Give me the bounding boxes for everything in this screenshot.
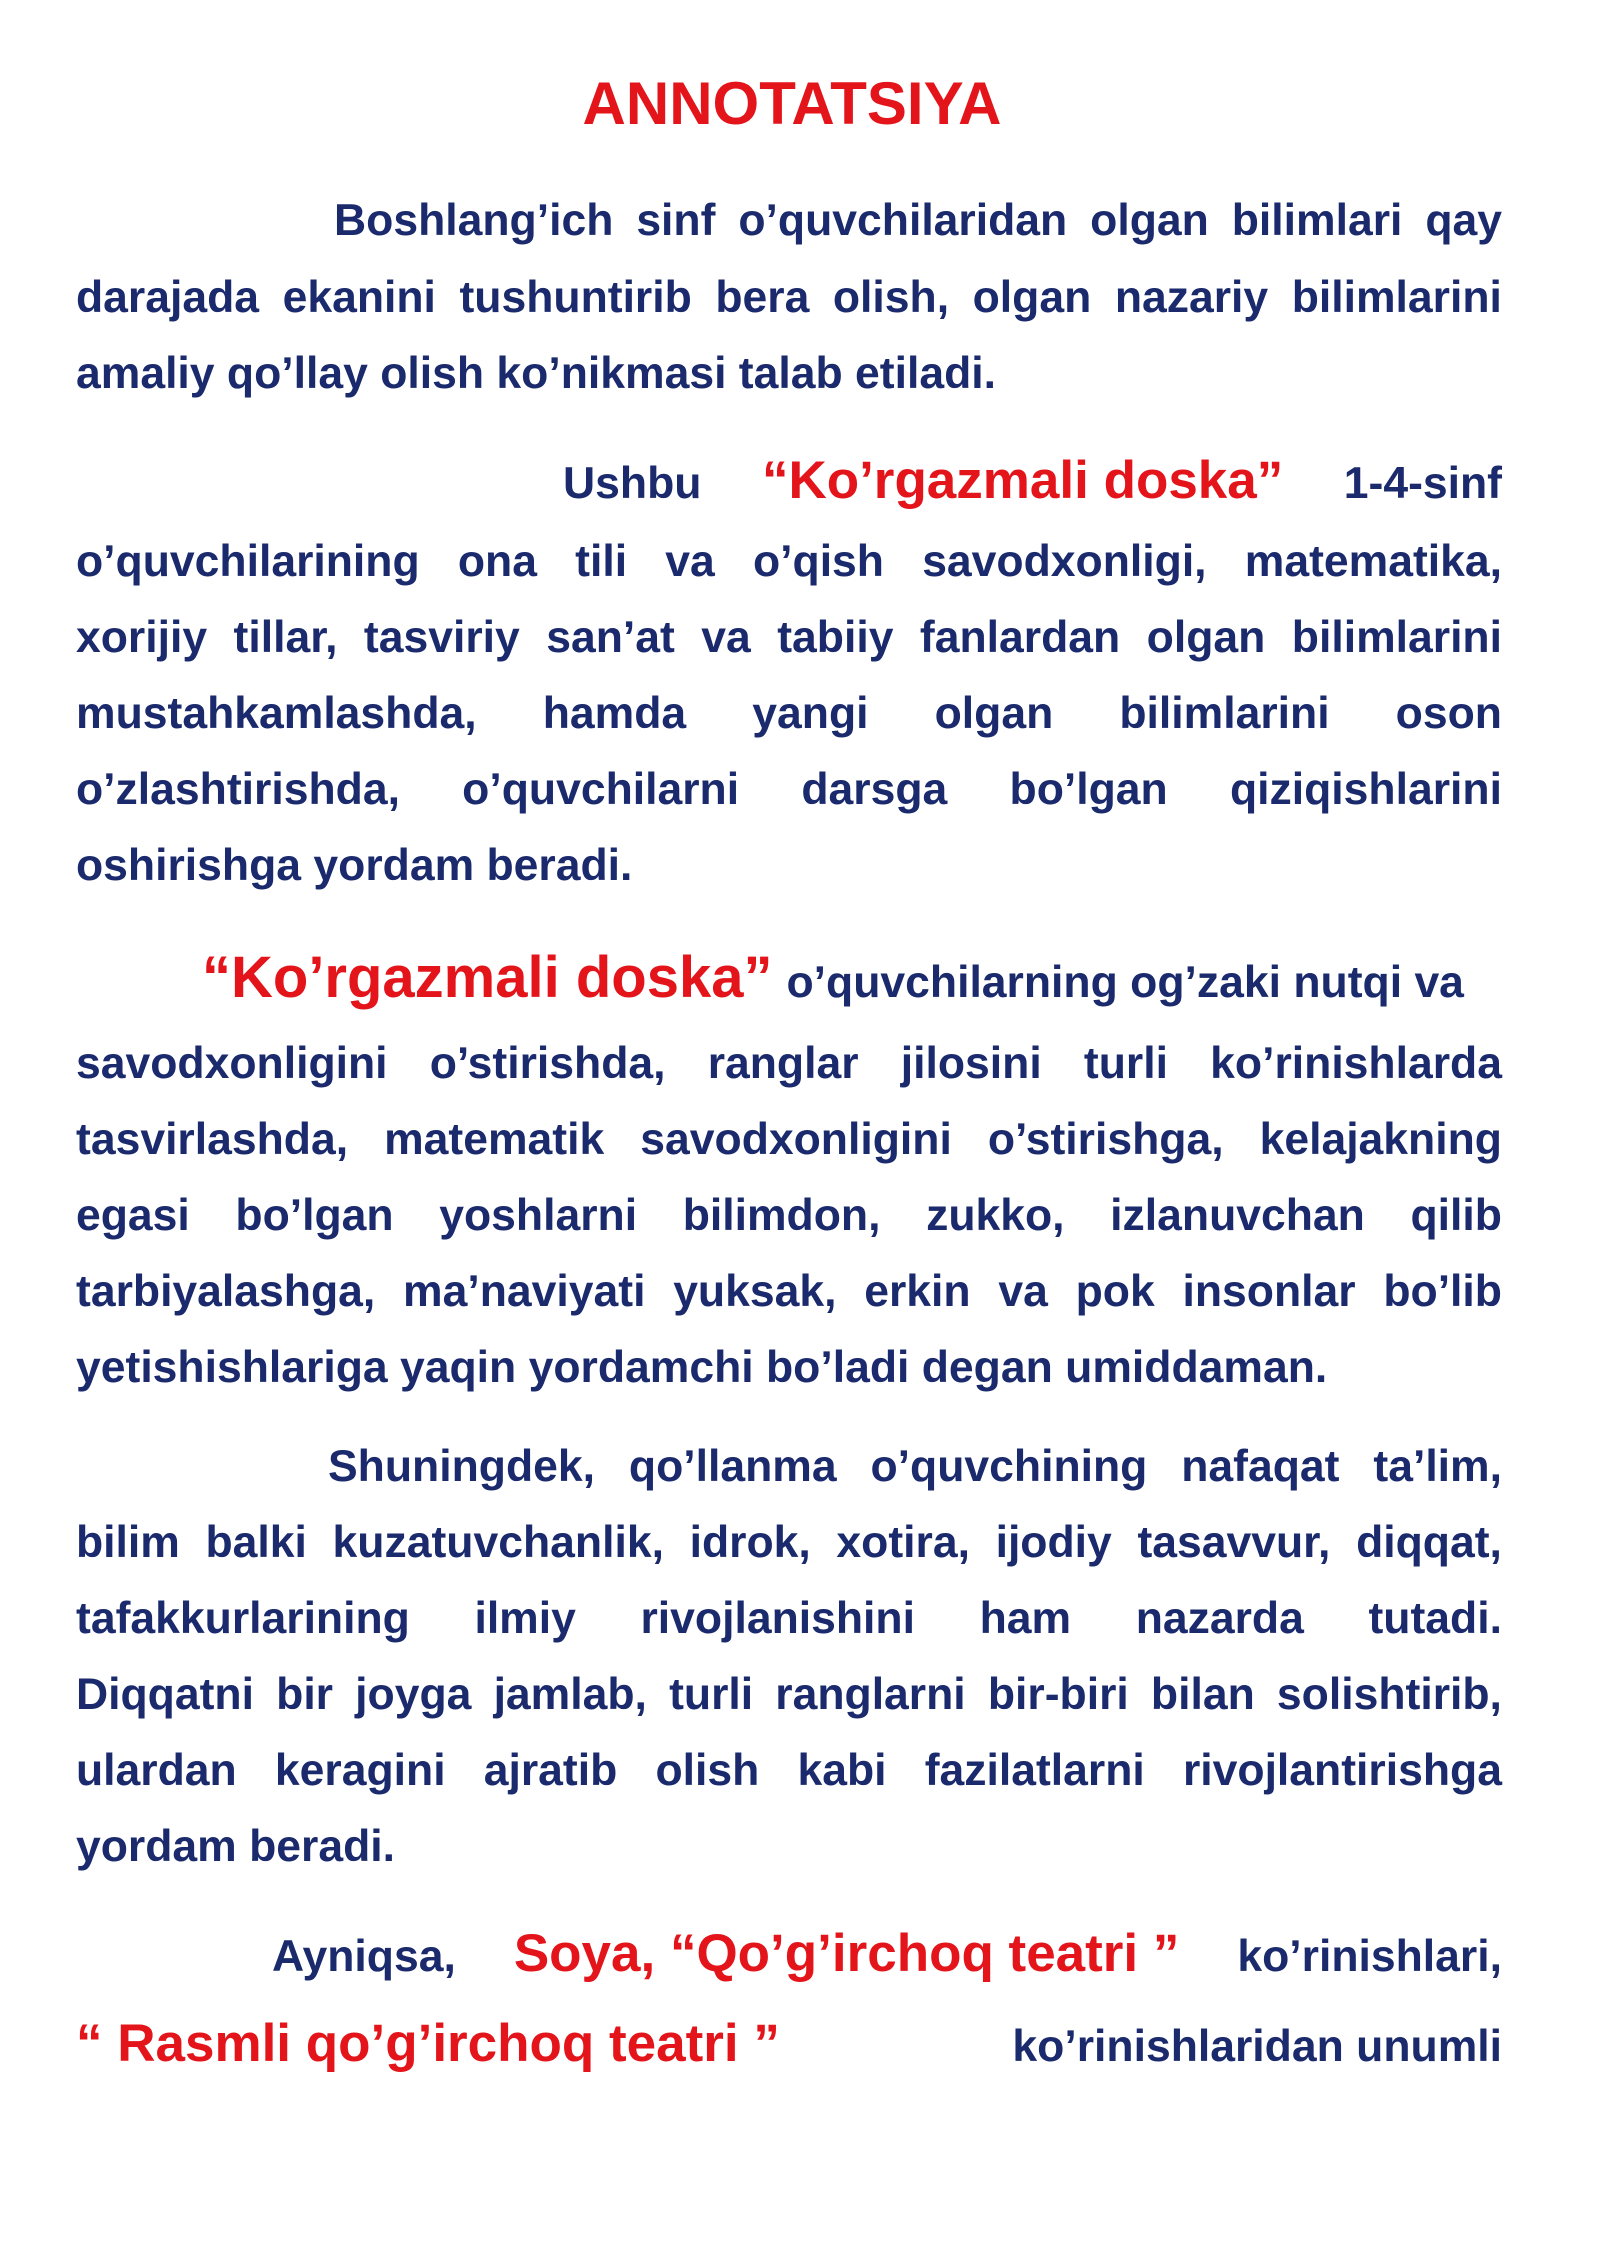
paragraph-2-line-5	[76, 760, 1502, 820]
word: san’at	[546, 613, 675, 662]
word: ham	[979, 1594, 1072, 1643]
paragraph-3-line-5	[76, 1262, 1502, 1322]
word: jilosini	[900, 1039, 1042, 1088]
word: izlanuvchan	[1110, 1191, 1365, 1240]
word: rivojlanishini	[640, 1594, 915, 1643]
paragraph-4-line-3	[76, 1589, 1502, 1649]
highlight-picture-theatre-name: “ Rasmli qo’g’irchoq teatri ”	[76, 2014, 780, 2073]
word: va	[665, 537, 715, 586]
word: o’zlashtirishda,	[76, 765, 400, 814]
word: bilimlarini	[1119, 689, 1330, 738]
word: bir	[276, 1670, 334, 1719]
paragraph-4-line-6: yordam beradi.	[76, 1822, 396, 1871]
word: turli	[669, 1670, 754, 1719]
word: kelajakning	[1259, 1115, 1502, 1164]
word: jamlab,	[493, 1670, 647, 1719]
word: yoshlarni	[439, 1191, 638, 1240]
paragraph-3-line-6: yetishishlariga yaqin yordamchi bo’ladi degan umiddaman.	[76, 1343, 1328, 1392]
word: tafakkurlarining	[76, 1594, 410, 1643]
word: zukko,	[926, 1191, 1065, 1240]
word: bo’lgan	[235, 1191, 394, 1240]
word: bilimdon,	[682, 1191, 881, 1240]
word: olgan	[934, 689, 1054, 738]
word: ona	[457, 537, 537, 586]
text-segment: ko’rinishlaridan unumli	[1012, 2022, 1502, 2071]
word: bilimlarini	[1291, 273, 1502, 322]
text-segment: ko’rinishlari,	[1237, 1932, 1502, 1981]
word: xorijiy	[76, 613, 208, 662]
word: savodxonligini	[640, 1115, 952, 1164]
paragraph-4-line-1	[328, 1437, 1502, 1497]
word: rivojlantirishga	[1182, 1746, 1502, 1795]
word: bilan	[1150, 1670, 1255, 1719]
word: solishtirib,	[1276, 1670, 1502, 1719]
word: ulardan	[76, 1746, 237, 1795]
text-segment: o’quvchilarning og’zaki nutqi va	[786, 958, 1464, 1007]
page-title: ANNOTATSIYA	[582, 70, 1002, 137]
word: bilimlari	[1231, 196, 1403, 245]
word: tarbiyalashga,	[76, 1267, 376, 1316]
word: egasi	[76, 1191, 190, 1240]
word: ajratib	[483, 1746, 618, 1795]
paragraph-2-line-2	[76, 532, 1502, 592]
word: darajada	[76, 273, 260, 322]
word: kabi	[797, 1746, 887, 1795]
word: hamda	[542, 689, 687, 738]
word: o’quvchining	[870, 1442, 1148, 1491]
word: tillar,	[233, 613, 338, 662]
paragraph-1-line-1	[334, 191, 1502, 251]
word: bilim	[76, 1518, 180, 1567]
word: ijodiy	[995, 1518, 1112, 1567]
word: keragini	[274, 1746, 446, 1795]
paragraph-3-line-1	[202, 945, 1502, 1013]
paragraph-2-line-6: oshirishga yordam beradi.	[76, 841, 633, 890]
paragraph-5-line-2	[76, 2014, 1502, 2077]
word: xotira,	[836, 1518, 970, 1567]
word: joyga	[355, 1670, 472, 1719]
word: oson	[1395, 689, 1502, 738]
word: fazilatlarni	[924, 1746, 1145, 1795]
word: tili	[575, 537, 628, 586]
paragraph-3-line-2	[76, 1034, 1502, 1094]
highlight-board-name: “Ko’rgazmali doska”	[202, 945, 773, 1010]
paragraph-3-line-3	[76, 1110, 1502, 1170]
word: qo’llanma	[628, 1442, 837, 1491]
word: ma’naviyati	[403, 1267, 646, 1316]
word: insonlar	[1182, 1267, 1356, 1316]
paragraph-5-line-1	[272, 1924, 1502, 1987]
word: tutadi.	[1368, 1594, 1502, 1643]
word: ekanini	[282, 273, 436, 322]
word: tabiiy	[777, 613, 894, 662]
word: va	[998, 1267, 1048, 1316]
word: ranglarni	[775, 1670, 966, 1719]
word: matematika,	[1244, 537, 1502, 586]
word: erkin	[864, 1267, 971, 1316]
word: tasavvur,	[1137, 1518, 1331, 1567]
word: o’stirishda,	[429, 1039, 666, 1088]
paragraph-4-line-5	[76, 1741, 1502, 1801]
word: nazarda	[1135, 1594, 1304, 1643]
word: olgan	[1090, 196, 1209, 245]
word: o’quvchilaridan	[738, 196, 1068, 245]
text-segment: Ayniqsa,	[272, 1932, 456, 1981]
paragraph-3-line-4	[76, 1186, 1502, 1246]
word: yuksak,	[673, 1267, 837, 1316]
paragraph-1-line-2	[76, 268, 1502, 328]
word: savodxonligi,	[922, 537, 1207, 586]
paragraph-1-line-3: amaliy qo’llay olish ko’nikmasi talab etiladi.	[76, 349, 996, 398]
word: bir-biri	[987, 1670, 1129, 1719]
word: tasvirlashda,	[76, 1115, 349, 1164]
text-segment: Ushbu	[563, 459, 702, 508]
word: ta’lim,	[1373, 1442, 1502, 1491]
word: mustahkamlashda,	[76, 689, 477, 738]
paragraph-4-line-4	[76, 1665, 1502, 1725]
paragraph-4-line-2	[76, 1513, 1502, 1573]
word: va	[701, 613, 751, 662]
word: turli	[1083, 1039, 1168, 1088]
word: olgan	[1146, 613, 1266, 662]
highlight-board-name: “Ko’rgazmali doska”	[761, 451, 1284, 510]
word: bilimlarini	[1291, 613, 1502, 662]
word: qilib	[1410, 1191, 1502, 1240]
word: savodxonligini	[76, 1039, 388, 1088]
paragraph-2-line-4	[76, 684, 1502, 744]
word: tushuntirib	[459, 273, 692, 322]
highlight-theatre-name: Soya, “Qo’g’irchoq teatri ”	[513, 1924, 1180, 1983]
word: qiziqishlarini	[1229, 765, 1502, 814]
word: matematik	[384, 1115, 605, 1164]
word: Boshlang’ich	[334, 196, 614, 245]
word: olgan	[972, 273, 1092, 322]
word: ko’rinishlarda	[1210, 1039, 1502, 1088]
paragraph-2-line-3	[76, 608, 1502, 668]
word: bo’lgan	[1009, 765, 1168, 814]
word: Shuningdek,	[328, 1442, 595, 1491]
word: olish,	[832, 273, 950, 322]
word: nazariy	[1114, 273, 1269, 322]
word: darsga	[801, 765, 948, 814]
word: pok	[1075, 1267, 1155, 1316]
word: ranglar	[707, 1039, 859, 1088]
paragraph-2-line-1	[563, 451, 1502, 514]
word: o’quvchilarining	[76, 537, 420, 586]
word: bera	[715, 273, 810, 322]
word: tasviriy	[363, 613, 520, 662]
word: o’stirishga,	[987, 1115, 1224, 1164]
word: sinf	[636, 196, 716, 245]
word: idrok,	[689, 1518, 811, 1567]
word: bo’lib	[1383, 1267, 1502, 1316]
word: yangi	[752, 689, 869, 738]
word: nafaqat	[1181, 1442, 1340, 1491]
word: olish	[655, 1746, 760, 1795]
word: Diqqatni	[76, 1670, 254, 1719]
word: qay	[1425, 196, 1502, 245]
word: fanlardan	[919, 613, 1121, 662]
text-segment: 1-4-sinf	[1343, 459, 1502, 508]
word: diqqat,	[1356, 1518, 1502, 1567]
word: ilmiy	[474, 1594, 576, 1643]
word: o’qish	[752, 537, 884, 586]
word: balki	[205, 1518, 307, 1567]
word: o’quvchilarni	[462, 765, 740, 814]
word: kuzatuvchanlik,	[332, 1518, 664, 1567]
